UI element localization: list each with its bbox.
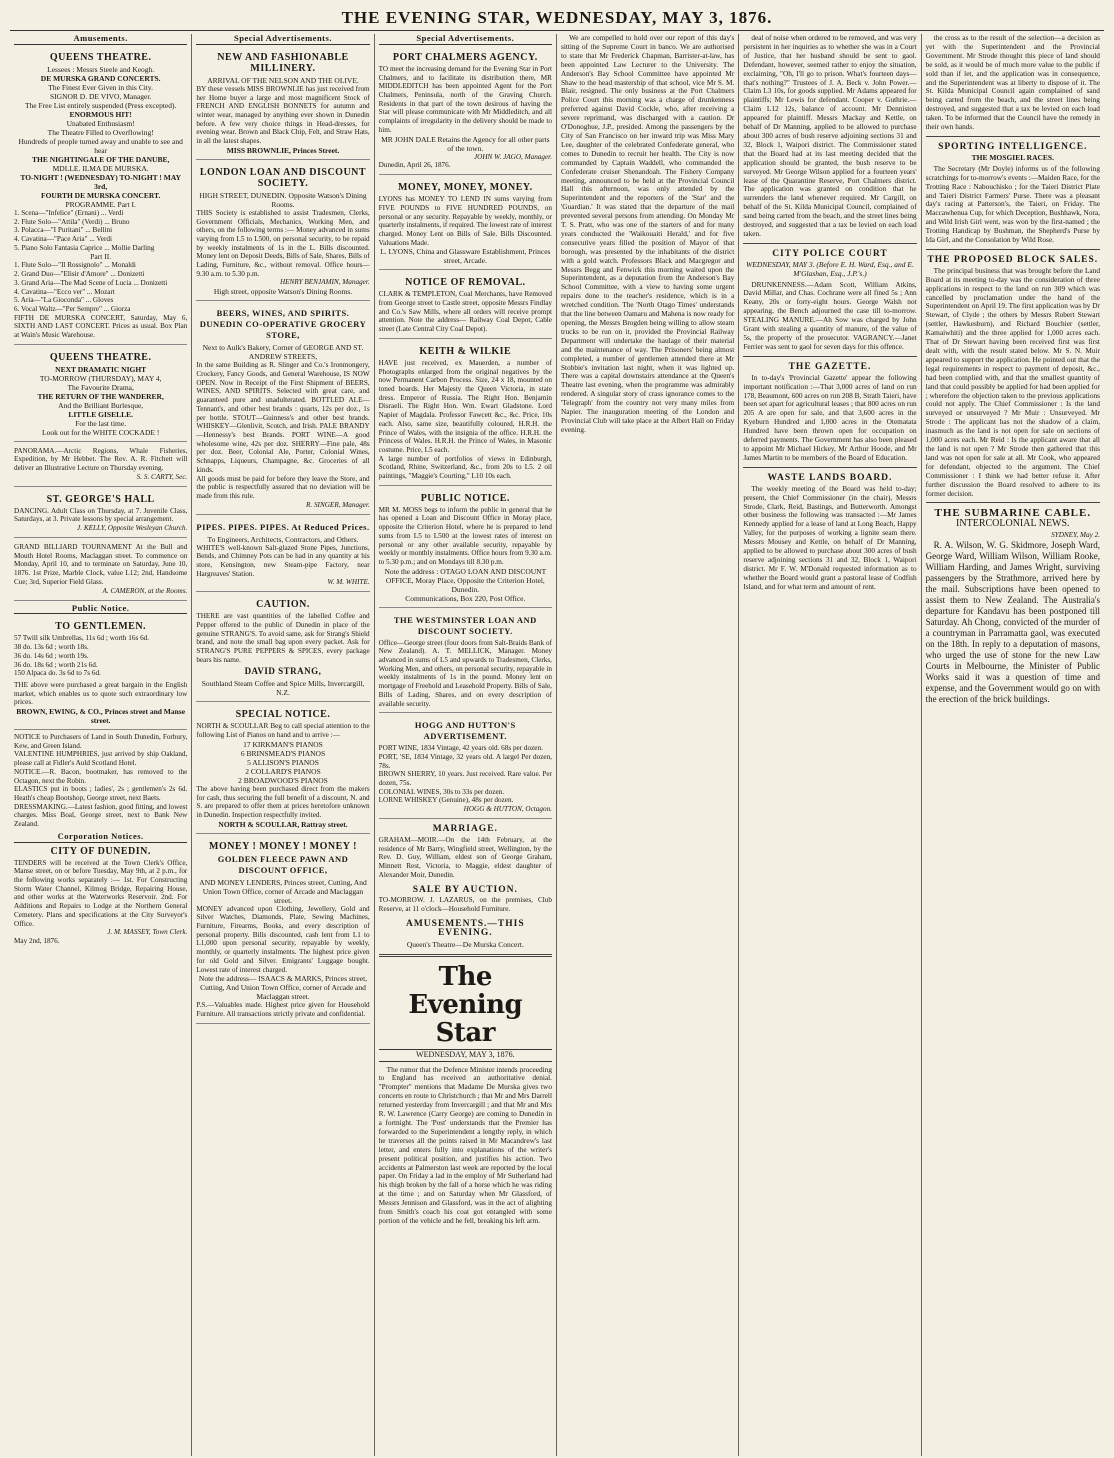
umbrella-ad bbox=[14, 617, 187, 730]
ad-title: QUEENS THEATRE. bbox=[49, 351, 152, 363]
ad-title: MONEY, MONEY, MONEY. bbox=[397, 182, 533, 194]
ad-title: HOGG AND HUTTON'S ADVERTISEMENT. bbox=[414, 720, 516, 742]
price-line: 36 do. 14s 6d ; worth 19s. bbox=[14, 651, 89, 660]
ad-subtitle: ARRIVAL OF THE NELSON AND THE OLIVE. bbox=[207, 75, 359, 85]
ad-title: ST. GEORGE'S HALL bbox=[46, 493, 155, 505]
wine-item: LORNE WHISKEY (Genuine), 48s per dozen. bbox=[378, 796, 514, 805]
ad-signature: HENRY BENJAMIN, Manager. bbox=[279, 278, 370, 287]
keith-wilkie-ad bbox=[379, 342, 552, 486]
programme-item: 1. Scena—"Infelice" (Ernani) ... Verdi bbox=[14, 208, 124, 217]
sporting-heading: SPORTING INTELLIGENCE. bbox=[938, 141, 1088, 152]
public-notice-ad bbox=[379, 489, 552, 608]
ad-signature: JOHN W. JAGO, Manager. bbox=[473, 152, 552, 161]
ad-body: BY these vessels MISS BROWNLIE has just received from her Home buyer a large and most magnificent Stock of FRENCH AND ENGLISH BONNETS for autumn and winter wear, managed by anything ever shown in Dunedin before. A few very choice things in Head-dresses, for evening wear. Brown and Black Chip, Felt, and Straw Hats, in all the latest shapes. bbox=[196, 84, 370, 146]
ad-line: Hundreds of people turned away and unable to see and hear bbox=[18, 136, 183, 155]
programme-item: 3. Polacca—"I Puritani" ... Bellini bbox=[14, 226, 113, 235]
ad-line: The Finest Ever Given in this City. bbox=[48, 82, 154, 92]
notice: NOTICE to Purchasers of Land in South Dunedin, Forbury, Kew, and Green Island. bbox=[14, 733, 188, 750]
programme-item: 2. Grand Duo—"Elisir d'Amore" ... Donizetti bbox=[14, 270, 145, 279]
ad-title: PORT CHALMERS AGENCY. bbox=[392, 51, 538, 63]
programme-item: 1. Flute Solo—"Il Rossignolo" ... Monaldi bbox=[14, 261, 136, 270]
port-chalmers-agency-ad bbox=[379, 48, 552, 175]
ad-title: CAUTION. bbox=[256, 599, 310, 611]
ad-line: Look out for the WHITE COCKADE ! bbox=[41, 427, 160, 437]
programme-item: Part II. bbox=[90, 252, 112, 262]
divider bbox=[743, 356, 916, 357]
piano-item: 2 BROADWOOD'S PIANOS bbox=[238, 775, 328, 785]
removal-notice-ad bbox=[379, 273, 552, 339]
ad-title: PIPES. PIPES. PIPES. At Reduced Prices. bbox=[196, 521, 370, 532]
ad-title: NEW AND FASHIONABLE MILLINERY. bbox=[217, 51, 349, 74]
ad-title: KEITH & WILKIE bbox=[419, 345, 512, 357]
column-courts bbox=[739, 34, 921, 1456]
amusements-heading: AMUSEMENTS.—THIS EVENING. bbox=[405, 918, 525, 938]
ad-signature: NORTH & SCOULLAR, Rattray street. bbox=[218, 819, 348, 829]
ad-body: CLARK & TEMPLETON, Coal Merchants, have Removed from George street to Castle street, opposite Messrs Findlay and Co.'s Saw Mills, where all orders will receive prompt attention. Note the address— Railway Coal Depot, Cable street (Late Central City Coal Depot). bbox=[378, 290, 552, 334]
programme-item: 5. Piano Solo Fantasia Caprice ... Mollie Darling bbox=[14, 243, 155, 252]
cable-heading: THE SUBMARINE CABLE. bbox=[934, 507, 1092, 520]
ad-line: PROGRAMME. Part I. bbox=[65, 199, 136, 209]
piano-item: 6 BRINSMEAD'S PIANOS bbox=[240, 748, 326, 758]
ad-body: TO meet the increasing demand for the Evening Star in Port Chalmers, and to facilitate its distribution there, MR MIDDLEDITCH has been appointed Agent for the Port Chalmers, Peninsula, north of the Graving Church. Residents in that part of the town desirous of having the Star will please communicate with Mr Middleditch, and all complaints of irregularity in the delivery should be made to him. bbox=[378, 64, 552, 134]
billiard-tournament-ad bbox=[14, 541, 187, 600]
ad-line: For the last time. bbox=[75, 418, 127, 428]
dateline: WEDNESDAY, MAY 3, 1876. bbox=[379, 1049, 552, 1062]
marriage-heading: MARRIAGE. bbox=[432, 824, 498, 835]
ad-line: MDLLE. ILMA DE MURSKA. bbox=[52, 163, 149, 173]
programme-item: 4. Cavatina—"Ecco ver" ... Mozart bbox=[14, 287, 115, 296]
column-notices bbox=[375, 34, 557, 1456]
ad-line: FOURTH DE MURSKA CONCERT. bbox=[40, 190, 161, 200]
ad-body: THE above were purchased a great bargain in the English market, which enables us to quote such extraordinary low prices. bbox=[14, 680, 188, 707]
queens-theatre-drama-ad bbox=[14, 348, 187, 442]
editorial-text: The rumor that the Defence Minister intends proceeding to England has received an authoritative denial. "Prompter" mentions that Madame De Murska gives two concerts en route to Christchurch ; that Mr and Mrs Darrell returned yesterday from Invercargill ; and that Mr and Mrs R. W. Lawrence (Carry George) are coming to Dunedin in a fortnight. The 'Post' understands that the Premier has forwarded to the Superintendent a lengthy reply, in which he traverses all the points raised in Mr Macandrew's last letter, and enters fully into explanations of the writer's present political position, and justifies his action. Two accidents at Palmerston last week are reported by the local paper. On Friday a lad in the employ of Mr Sutherland had his thigh broken by the fall of a horse which he was riding at the time ; and on Saturday when Mr Glassford, of Messrs Jennison and Glassford, was in the act of alighting from Smith's coach his coat got entangled with some portion of the vehicle and he fell, breaking his left arm. bbox=[378, 1064, 552, 1225]
ad-signature: HOGG & HUTTON, Octagon. bbox=[463, 805, 552, 814]
ad-body: MONEY advanced upon Clothing, Jewellery, Gold and Silver Watches, Diamonds, Plate, Sewing Machines, Furniture, Firearms, Books, and every description of personal property. Bills discounted, cash lent from L1 to L1,000 upon personal security, repayable by weekly, monthly, or quarterly instalments. The highest price given for old Gold and Silver. Emigrants' Luggage bought. Lowest rate of interest charged. bbox=[196, 904, 370, 974]
ad-note: P.S.—Valuables made. Highest price given for Household Furniture. All transactions strictly private and confidential. bbox=[196, 1001, 370, 1018]
ad-body: TENDERS will be received at the Town Clerk's Office, Manse street, on or before Tuesday, May 9th, at 2 p.m., for the following works separately :— 1st. For Constructing Storm Water Channel, Kilmog Bridge, Repairing House, and other works at the Waterworks Reservoir. 2nd. For Additions and Repairs to Lodge at the Northern General Cemetery. Plans and specifications at the City Surveyor's Office. bbox=[14, 858, 188, 928]
divider bbox=[379, 954, 552, 957]
police-court-subheading: WEDNESDAY, MAY 3. (Before E. H. Ward, Esq., and E. M'Glashan, Esq., J.P.'s.) bbox=[746, 259, 914, 278]
sale-heading: SALE BY AUCTION. bbox=[412, 884, 518, 895]
ad-line: The Favourite Drama, bbox=[67, 382, 134, 392]
price-line: 36 do. 18s 6d ; worth 21s 6d. bbox=[14, 660, 98, 669]
price-line: 150 Alpaca do. 3s 6d to 7s 6d. bbox=[14, 669, 101, 678]
ad-title: PUBLIC NOTICE. bbox=[420, 492, 510, 504]
programme-item: 2. Flute Solo—"Attila" (Verdi) ... Bruno bbox=[14, 217, 130, 226]
ad-line: The Free List entirely suspended (Press excepted). bbox=[24, 100, 177, 110]
piano-item: 2 COLLARD'S PIANOS bbox=[245, 766, 321, 776]
marriage-notice: GRAHAM—MOIR.—On the 14th February, at the residence of Mr Barry, Wingfield street, Wellington, by the Rev. D. Guy, William, eldest son of George Graham, Minnett Rest, Victoria, to Maggie, eldest daughter of Alexander Moir, Dunedin. bbox=[378, 836, 552, 879]
pianos-ad bbox=[196, 705, 369, 833]
cable-subheading: INTERCOLONIAL NEWS. bbox=[956, 518, 1070, 530]
page-masthead: THE EVENING STAR, WEDNESDAY, MAY 3, 1876. bbox=[10, 6, 1104, 31]
amusements-notice: Queen's Theatre—De Murska Concert. bbox=[406, 939, 524, 949]
ad-subtitle: Southland Steam Coffee and Spice Mills, Invercargill, N.Z. bbox=[201, 679, 365, 698]
programme-item: 3. Grand Aria—The Mad Scene of Lucia ... Donizetti bbox=[14, 278, 168, 287]
ad-line: Unabated Enthusiasm! bbox=[66, 118, 135, 128]
ad-signature: Note the address— ISAACS & MARKS, Princes street, Cutting, And Union Town Office, corner of Arcade and Maclaggan street. bbox=[198, 974, 368, 1002]
column-special-ads bbox=[192, 34, 374, 1456]
ad-body: WHITE'S well-known Salt-glazed Stone Pipes, Junctions, Bends, and Chimney Pots can be had in any quantity at his store, Kensington, new Steam-pipe Factory, near Hargreaves' Station. bbox=[196, 543, 370, 578]
ad-body: GRAND BILLIARD TOURNAMENT At the Bull and Mouth Hotel Rooms, Maclaggan street. To commence on Monday, April 10, and to terminate on Saturday, June 10, 1876. 1st Prize, Marble Clock, value L12; 2nd, Handsome Cue; 3rd, Superior Field Glass. bbox=[14, 543, 188, 586]
ad-title: THE WESTMINSTER LOAN AND DISCOUNT SOCIETY. bbox=[393, 614, 537, 636]
notice: ELASTICS put in boots ; ladies', 2s ; gentlemen's 2s 6d. Heath's cheap Bootshop, George street, next Baets. bbox=[14, 785, 188, 802]
piano-item: 17 KIRKMAN'S PIANOS bbox=[243, 739, 323, 749]
ad-signature: L. LYONS, China and Glassware Establishment, Princes street, Arcade. bbox=[380, 247, 551, 266]
westminster-loan-ad bbox=[379, 611, 552, 714]
ad-title: MONEY ! MONEY ! MONEY ! bbox=[209, 840, 357, 852]
ad-line: TO-NIGHT ! (WEDNESDAY) TO-NIGHT ! MAY 3rd, bbox=[20, 172, 181, 191]
panorama-ad bbox=[14, 445, 187, 487]
column-heading: Special Advertisements. bbox=[379, 34, 552, 45]
divider bbox=[926, 136, 1100, 137]
ad-body: In the same Building as R. Slinger and Co.'s Ironmongery, Crockery, Fancy Goods, and General Warehouse, IS NOW OPEN. Now in Receipt of the First Shipment of BEERS, WINES, AND SPIRITS. Selected with great care, and guaranteed pure and unadulterated. BOTTLED ALE—Tennant's, and other best brands : quarts, 12s per doz., 1s per bottle. STOUT—Guinness's and other best brands. WHISKEY—Glenlivit, Scotch, and Irish. PALE BRANDY—Hennessy's best Brands. PORT WINE—A good wholesome wine, 42s per doz. SHERRY—Fine pale, 48s per doz. Beer, Colonial Ale, Porter, Colonial Wines, Schnapps, Liqueurs, Champagne, &c. Groceries of all kinds. bbox=[196, 361, 370, 474]
notice: DRESSMAKING.—Latest fashion, good fitting, and lowest charges. Miss Boal, George street, next to Bank New Zealand. bbox=[14, 802, 188, 829]
ad-title: SPECIAL NOTICE. bbox=[235, 709, 331, 721]
caution-ad bbox=[196, 595, 369, 702]
ad-title: GOLDEN FLEECE PAWN AND DISCOUNT OFFICE, bbox=[217, 853, 349, 875]
ad-signature: S. S. CARTY, Sec. bbox=[136, 472, 188, 481]
lyons-money-ad bbox=[379, 178, 552, 270]
ad-title: TO GENTLEMEN. bbox=[55, 621, 147, 633]
ad-line: The Theatre Filled to Overflowing! bbox=[47, 127, 154, 137]
ad-body: DANCING. Adult Class on Thursday, at 7. Juvenile Class, Saturdays, at 3. Private lessons by special arrangement. bbox=[14, 506, 188, 524]
ad-line: DE MURSKA GRAND CONCERTS. bbox=[40, 73, 161, 83]
ad-line: Lessees : Messrs Steele and Keogh. bbox=[47, 64, 155, 74]
price-line: 57 Twill silk Umbrellas, 11s 6d ; worth 16s 6d. bbox=[14, 634, 150, 643]
wine-item: PORT, 'SE, 1834 Vintage, 32 years old. A largel Per dozen, 78s. bbox=[378, 752, 552, 770]
newspaper-nameplate: The Evening Star bbox=[408, 961, 523, 1048]
cable-text: R. A. Wilson, W. G. Skidmore, Joseph Ward, George Ward, William Wilson, William Rooke, William Harding, and James Wright, surviving passengers by the Strathmore, arrived here by the mail. Subscriptions have been opened to assist them to New Zealand. The Australia's departure for Kandavu has been postponed till Saturday. Ah Chong, convicted of the murder of a countryman in Parramatta gaol, was executed on the 18th. In reply to a deputation of masons, who urged the use of stone for the new Law Courts in Melbourne, the Minister of Public Works said it was a question of time and expense, and the Government would go on with the erection of the brick buildings. bbox=[925, 540, 1100, 705]
column-amusements bbox=[10, 34, 192, 1456]
ad-line: TO-MORROW (THURSDAY), MAY 4, bbox=[39, 373, 162, 383]
block-sales-text: The principal business that was brought before the Land Board at its meeting to-day was the consideration of three applications in respect to the land on run 309 which was cancelled by proclamation under the hand of the Superintendent on April 19. The first application was by Dr Stewart, of Clyde ; the others by Messrs Robert Stewart (settler, Hawkesburn), and Richard Bouchier (settler, Kamaiwhiti) and the three applied for 1,000 acres each. That of Dr Stewart having been received first was first dealt with, with the result stated below. Mr S. N. Muir appeared to support the application. He pointed out that the legal requirements in respect to payment of deposit, &c., had been complied with, and that the smallest quantity of land that could possibly be applied for had been applied for ; wherefore the objection taken to the previous applications could not apply. The Chief Commissioner : Is the land surveyed or unsurveyed ? Mr Muir : Unsurveyed. Mr Strode : The applicant has not the shadow of a claim, inasmuch as the land is not open for sale on sections of 1,000 acres each. Mr Reid : Is the applicant aware that all the land is not open ? Mr Strode then gathered that this land was not open for sale at all. Mr Cook, who appeared for defendant, objected to the argument. The Chief Commissioner : I think we had better refuse it. After further discussion the Board resolved to adhere to its former decision. bbox=[925, 265, 1100, 498]
ad-body: LYONS has MONEY TO LEND IN sums varying from FIVE POUNDS to FIVE HUNDRED POUNDS, on personal or any security. Repayable by weekly, monthly, or quarterly instalments, if required. The lowest rate of interest charged. Money Lent on Bills of Sale. Bills Discounted. Valuations Made. bbox=[378, 195, 552, 247]
millinery-ad bbox=[196, 48, 369, 160]
news-text: We are compelled to hold over our report of this day's sitting of the Supreme Court in banco. We are authorised to state that Mr Frederick Chapman, Barrister-at-law, has been appointed Law Lecturer to the University. The Anderson's Bay School Committee have appointed Mr Shaw to the head mastership of that school, vice Mr S. M. Blair, resigned. The only business at the Port Chalmers Police Court this morning was a charge of drunkenness preferred against David Cockle, who, after receiving a severe reprimand, was discharged with a caution. Dr O'Donoghue, J.P., presided. Among the passengers by the City of San Francisco on her inward trip was Miss Mary Lee, daughter of the celebrated Confederate general, who comes to Dunedin to recruit her health. The City is now commanded by Captain Waddell, who commanded the Confederate cruiser Shenandoah. The Fishery Company meeting, announced to be held at the Provincial Council Hall this afternoon, was only attended by the Superintendent and the reporters of the 'Star' and the 'Guardian.' It was stated that the departure of the mail prevented several persons from attending. On Monday Mr T. S. Pratt, who was one of the starters of and for many years conducted the 'Waikouaiti Herald,' and for five consecutive years filled the position of Mayor of that borough, was presented by the inhabitants of the district with a gold watch. Professors Black and Macgregor and Messrs Begg and Fenwick this morning waited upon the Superintendent, as a deputation from the Anderson's Bay School Committee, with a view to having some urgent repairs done to the teacher's residence, which is in a wretched condition. The 'North Otago Times' understands that the line between Oamaru and Mahena is now ready for opening, the Messrs Brogden being willing to allow steam trucks to be run on it, provided the Provincial Railway Department will undertake the haulage of their material and the maintenance of way. The Prisoners' being almost completed, a number of gentlemen attended there at Mr Stobbie's invitation last night, when it was lighted up. There was a capital downstairs attendance at the Queen's Theatre last evening, when the programme was admirably rendered. A singular story of crass ignorance comes to the 'Telegraph' from the country not very many miles from Napier. The inauguration meeting of the London and Provincial Club will take place at the Albert Hall on Friday evening. bbox=[560, 34, 735, 434]
news-text: deal of noise when ordered to be removed, and was very persistent in her inquiries as to whether she was in a Court of Justice, that her husband should be sent to gaol. Defendant, however, seemed rather to enjoy the situation, exclaiming, "Oh, I'll go to prison. What's fourteen days—that's nothing?" Trustees of J. A. Beck v. John Power.—Claim L3 10s, for goods supplied. Mr Adams appeared for plaintiffs; Mr Lewis for defendant. Cooper v. Guthrie.—Claim L12 12s, balance of account. Mr Denniston appeared for plaintiff. Messrs Mackay and Kettle, on behalf of Dr Manning, applied to be allowed to purchase about 300 acres of bush reserve adjoining sections 31 and 32, Block 1, Waipori district. The Commissioner stated that the Board had at its last meeting decided that the application should be granted, the bush reserve to be surveyed. Mr George Wilson applied for a fourteen years' lease of the Quarantine Reserve, Port Chalmers district. The application was granted on condition that he surrenders the land whenever required. Mr Cargill, on behalf of the St. Kilda Municipal Council, complained of sand being carted from the beach, and the street lines being destroyed, and suggested that a tax be levied on each load taken. bbox=[743, 34, 917, 238]
ad-date: Dunedin, April 26, 1876. bbox=[378, 161, 451, 170]
ad-signature: A. CAMERON, at the Rooms. bbox=[102, 586, 188, 595]
ad-body: THERE are vast quantities of the labelled Coffee and Pepper offered to the public of Dunedin in place of the genuine STRANG'S. To avoid same, ask for Strang's Shield brand, and note the small bag upon every packet. Ask for STRANG'S PURE PEPPERS & SPICES, every package bears his name. bbox=[196, 612, 370, 664]
ad-subtitle: AND MONEY LENDERS, Princes street, Cutting, And Union Town Office, corner of Arcade and Maclaggan street. bbox=[199, 877, 367, 905]
ad-title: QUEENS THEATRE. bbox=[49, 51, 152, 63]
wine-item: COLONIAL WINES, 30s to 33s per dozen. bbox=[378, 787, 505, 796]
ad-signature: R. SINGER, Manager. bbox=[305, 500, 370, 509]
ad-title: LONDON LOAN AND DISCOUNT SOCIETY. bbox=[199, 166, 367, 189]
ad-body: THIS Society is established to assist Tradesmen, Clerks, Government Officials, Mechanics, Working Men, and others, on the following terms :— Money advanced in sums varying from L5 to L500, on personal security, to be repaid by weekly instalments of 1s in the L. Bills discounted. Money lent on Deposit Deeds, Bills of Sale, Shares, Bills of Lading, Furniture, &c., without removal. Office hours—9.30 a.m. to 5.30 p.m. bbox=[196, 208, 370, 278]
ad-footer: FIFTH DE MURSKA CONCERT, Saturday, May 6, SIXTH AND LAST CONCERT. Prices as usual. Box Plan at Wain's Music Warehouse. bbox=[14, 313, 188, 340]
divider bbox=[926, 502, 1100, 503]
column-heading: Amusements. bbox=[14, 34, 187, 45]
ad-line: And the Brilliant Burlesque, bbox=[58, 400, 144, 410]
sporting-subheading: THE MOSGIEL RACES. bbox=[971, 152, 1054, 162]
ad-signature: BROWN, EWING, & CO., Princes street and Manse street. bbox=[16, 707, 186, 726]
pipes-ad bbox=[196, 518, 369, 593]
cable-dateline: SYDNEY, May 2. bbox=[1051, 531, 1100, 540]
ad-body: Office—George street (four doors from Salt-Braids Bank of New Zealand). A. T. MELLICK, Manager. Money advanced in sums of L5 and upwards to Tradesmen, Clerks, Working Men, and others, on personal security, repayable in weekly instalments of 1s in the pound. Money lent on mortgage of Freehold and Leasehold Property. Bills of Sale, Bills of Lading, Shares, and on every description of available security. bbox=[378, 638, 552, 708]
wine-item: BROWN SHERRY, 10 years. Just received. Rare value. Per dozen, 75s. bbox=[378, 770, 552, 788]
grocery-store-ad bbox=[196, 304, 369, 514]
ad-address: High street, opposite Watson's Dining Rooms. bbox=[213, 287, 353, 297]
columns bbox=[10, 34, 1104, 1456]
police-court-heading: CITY POLICE COURT bbox=[772, 248, 888, 259]
st-georges-hall-ad bbox=[14, 490, 187, 538]
ad-subtitle: MR JOHN DALE Retains the Agency for all other parts of the town. bbox=[381, 134, 550, 153]
ad-body: MR M. MOSS begs to inform the public in general that he has opened a Loan and Discount Office in Moray place, opposite the Criterion Hotel, where he is prepared to lend sums from L5 to L500 at the lowest rates of interest on personal or any other available security, repayable by weekly or monthly instalments. Office hours from 9.30 a.m. to 5.30 p.m.; and on Mondays till 8.30 p.m. bbox=[378, 505, 552, 566]
price-line: 38 do. 13s 6d ; worth 18s. bbox=[14, 643, 89, 652]
queens-theatre-ad bbox=[14, 48, 187, 345]
block-sales-heading: THE PROPOSED BLOCK SALES. bbox=[927, 254, 1099, 265]
ad-note: A large number of portfolios of views in Edinburgh, Scotland, Rhine, Switzerland, &c., from 20s to L5. 2 oil paintings, "Maggie's Courting," L10 10s each. bbox=[378, 454, 552, 481]
section-heading: Public Notice. bbox=[14, 604, 187, 615]
ad-title: BEERS, WINES, AND SPIRITS. DUNEDIN CO-OPERATIVE GROCERY STORE, bbox=[199, 308, 367, 341]
ad-line: THE RETURN OF THE WANDERER, bbox=[37, 391, 164, 401]
ad-body: HAVE just received, ex Mauerden, a number of Photographs enlarged from the original negatives by the now Permanent Carbon Process. Size, 24 x 18, mounted on toned boards. Her Majesty the Queen Victoria, in state dress. Emperor of Russia. The Right Hon. Benjamin Disraeli. The Right Hon. Wm. Ewart Gladstone. Lord Napier of Magdala. Professor Fawcett &c., &c. Price, 10s each. Also, same size, beautifully coloured, H.R.H. the Prince of Wales, with the insignia of the office. H.R.H. the Princess of Wales. H.R.H. the Prince of Wales, in Masonic costume. Price, L5 each. bbox=[378, 358, 552, 454]
waste-lands-heading: WASTE LANDS BOARD. bbox=[767, 472, 893, 483]
ad-body: The above having been purchased direct from the makers for cash, thus securing the full benefit of a discount, N. and S. are prepared to offer them at prices heretofore unknown in Dunedin. Inspection respectfully invited. bbox=[196, 784, 370, 819]
ad-line: ENORMOUS HIT! bbox=[69, 109, 132, 119]
ad-title: CITY OF DUNEDIN. bbox=[50, 845, 151, 857]
ad-line: NEXT DRAMATIC NIGHT bbox=[55, 364, 147, 374]
ad-subtitle: To Engineers, Architects, Contractors, and Others. bbox=[207, 534, 359, 544]
divider bbox=[743, 243, 916, 244]
ad-line: LITTLE GISELLE. bbox=[68, 409, 133, 419]
divider bbox=[926, 249, 1100, 250]
gazette-text: In to-day's 'Provincial Gazette' appear the following important notification :—That 3,000 acres of land on run 178, Beaumont, 600 acres on run 208 B, Strath Taieri, have been set apart for agricultural leases ; that 800 acres on run 205 A are open for sale, and that 3,600 acres in the Kyeburn Hundred and 1,000 acres in the Otematata Hundred have been thrown open for occupation on deferred payments. The Government has also been pleased to appoint Mr Michael Hickey, Mr Arthur Hoode, and Mr James Martin to be members of the Board of Education. bbox=[743, 372, 917, 462]
programme-item: 6. Vocal Waltz—"Per Sempre" ... Giorza bbox=[14, 304, 131, 313]
ad-signature: J. M. MASSEY, Town Clerk. bbox=[107, 928, 188, 937]
waste-lands-text: The weekly meeting of the Board was held to-day; present, the Chief Commissioner (in the chair), Messrs Strode, Clark, Reid, Bastings, and Butterworth. Amongst other business the following was transacted :—Mr James Kennedy applied for a lease of land at Long Beach, Happy Valley, for the purposes of working a lignite seam there. Messrs Mousey and Kettle, on behalf of Dr Manning, applied to be allowed to purchase about 300 acres of bush reserve adjoining sections 31 and 32, Block 1, Waipori district. Mr F. W. M'Donald requested information as to whether the Board would grant a pastoral lease of Codfish Island, and for what term and amount of rent. bbox=[743, 483, 917, 591]
column-sporting-cable bbox=[922, 34, 1104, 1456]
ad-line: SIGNOR D. DE VIVO, Manager. bbox=[50, 91, 152, 101]
piano-item: 5 ALLISON'S PIANOS bbox=[247, 757, 319, 767]
notice: VALENTINE HUMPHRIES, just arrived by ship Oakland, please call at Fidler's Auld Scotland Hotel. bbox=[14, 750, 188, 768]
london-loan-ad bbox=[196, 163, 369, 302]
ad-signature: J. KELLY, Opposite Wesleyan Church. bbox=[77, 524, 188, 533]
wine-item: PORT WINE, 1834 Vintage, 42 years old. 68s per dozen. bbox=[378, 744, 543, 753]
golden-fleece-ad bbox=[196, 837, 369, 1024]
ad-line: THE NIGHTINGALE OF THE DANUBE, bbox=[32, 154, 170, 164]
ad-subtitle: HIGH STREET, DUNEDIN. Opposite Watson's Dining Rooms. bbox=[199, 190, 367, 209]
ad-body: NORTH & SCOULLAR Beg to call special attention to the following List of Pianos on hand and to arrive :— bbox=[196, 722, 370, 740]
sale-notice: TO-MORROW. J. LAZARUS, on the premises, Club Reserve, at 11 o'clock—Household Furniture. bbox=[378, 896, 552, 914]
ad-signature: W. M. WHITE. bbox=[327, 578, 370, 587]
notice: NOTICE.—R. Bacon, bootmaker, has removed to the Octagon, next the Robin. bbox=[14, 767, 188, 785]
divider bbox=[743, 467, 916, 468]
ad-subtitle: Next to Aulk's Bakery, Corner of GEORGE AND ST. ANDREW STREETS, bbox=[202, 343, 364, 362]
news-text: the cross as to the result of the selection—a decision as yet with the Superintendent and the Provincial Government. Mr Strode thought this piece of land should be sold, as it would be of much more value to the public if sold than if let, and the application was in consequence, and the Superintendent was at liberty to dispose of it. The St. Kilda Municipal Council again complained of sand being carted from the beach, and the street lines being destroyed, and suggested that a tax be levied on each load taken. To be informed that the Council have the remedy in their own hands. bbox=[925, 34, 1100, 132]
ad-title: DAVID STRANG, bbox=[244, 666, 322, 677]
sporting-text: The Secretary (Mr Doyle) informs us of the following scratchings for to-morrow's events :—Maiden Race, for the Trotting Race : Nabouchisko ; for the Taieri District Plate and Taieri District Farmers' Purse. There was a pleasant day's racing at Patterson's, the Taieri, on Friday. The Maccawhenua Cup, for which Deception, Bushhawk, Nora, and Wild Irish Girl went, was won by the first-named ; the Trotting Handicap by Bushman, the Shepherd's Purse by Ida Girl, and the Consolation by Wild Rose. bbox=[925, 163, 1100, 245]
ad-body: PANORAMA.—Arctic Regions, Whale Fisheries, Expedition, by Mr Hebbet. The Rev. A. R. Fitchett will deliver an Illustrative Lecture on Thursday evening. bbox=[14, 446, 188, 473]
hogg-hutton-ad bbox=[379, 716, 552, 819]
ad-title: NOTICE OF REMOVAL. bbox=[405, 277, 526, 289]
programme-item: 5. Aria—"La Gioconda" ... Gloves bbox=[14, 296, 114, 305]
ad-signature: MISS BROWNLIE, Princes Street. bbox=[226, 145, 340, 155]
ad-date: May 2nd, 1876. bbox=[14, 937, 60, 946]
section-heading: Corporation Notices. bbox=[14, 832, 187, 843]
column-news bbox=[557, 34, 739, 1456]
ad-signature: Note the address : OTAGO LOAN AND DISCOUNT OFFICE, Moray Place, Opposite the Criterion Hotel, Dunedin. bbox=[384, 566, 547, 594]
ad-note: All goods must be paid for before they leave the Store, and the public is respectfully assured that no deviation will be made from this rule. bbox=[196, 474, 370, 500]
ad-address: Communications, Box 220, Post Office. bbox=[405, 593, 526, 603]
programme-item: 4. Cavatina—"Pace Aria" ... Verdi bbox=[14, 235, 112, 244]
police-court-text: DRUNKENNESS.—Adam Scott, William Atkins, David Millar, and Chas. Cochrane were all fined 5s ; Ann Keany, 20s or forty-eight hours. George Walsh not appearing, the Bench adjourned the case till to-morrow. STEALING MANURE.—Ah Sow was charged by John Grant with stealing a quantity of manure, of the value of 5s, the property of the prosecutor. VAGRANCY.—Janet Ferrier was sent to gaol for seven days for this offence. bbox=[743, 279, 917, 351]
column-heading: Special Advertisements. bbox=[196, 34, 369, 45]
gazette-heading: THE GAZETTE. bbox=[788, 361, 872, 372]
